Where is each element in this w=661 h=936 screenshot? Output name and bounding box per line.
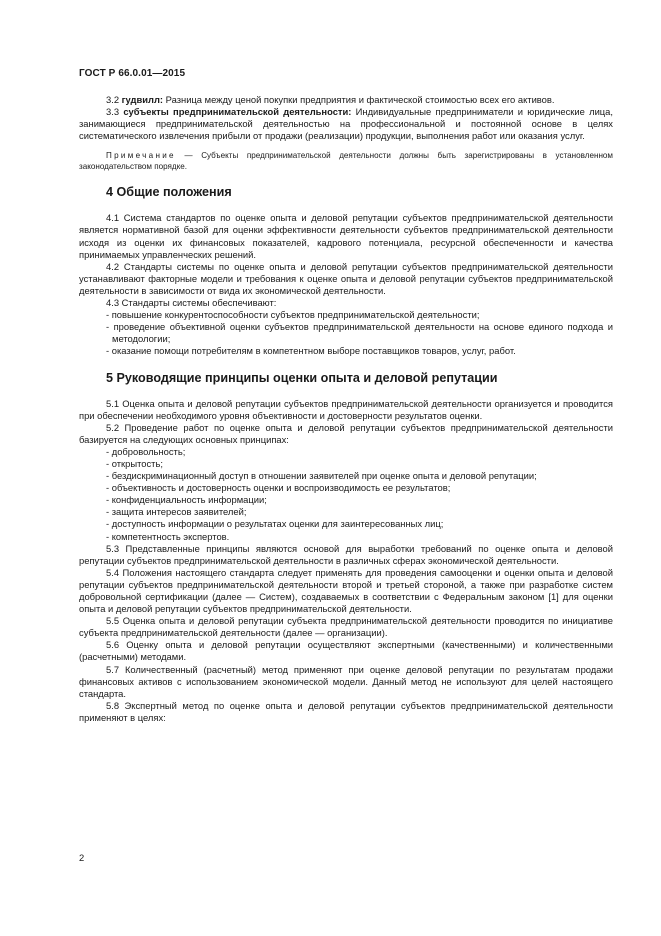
list-item: - добровольность;	[106, 445, 186, 457]
paragraph-5-8: 5.8 Экспертный метод по оценке опыта и деловой репутации субъектов предпринимательской деятельности применяют в целях:	[79, 699, 613, 723]
paragraph-4-3: 4.3 Стандарты системы обеспечивают:	[106, 297, 277, 309]
list-item: - повышение конкурентоспособности субъектов предпринимательской деятельности;	[106, 309, 480, 321]
list-item: - доступность информации о результатах оценки для заинтересованных лиц;	[106, 518, 444, 530]
paragraph-5-6: 5.6 Оценку опыта и деловой репутации осуществляют экспертными (качественными) и количественными (расчетными) методами.	[79, 639, 613, 663]
paragraph-number: 3.2	[106, 94, 120, 105]
document-header: ГОСТ Р 66.0.01—2015	[79, 68, 186, 79]
paragraph-5-4: 5.4 Положения настоящего стандарта следует применять для проведения самооценки и оценки опыта и деловой репутации субъектов предпринимательской деятельности второй и третьей стороной, а также при разработке систем добровольной сертификации (далее — Систем), создаваемых в соответствии с Федеральным законом [1] для оценки опыта и деловой репутации субъектов предпринимательской деятельности.	[79, 566, 613, 615]
paragraph-5-3: 5.3 Представленные принципы являются основой для выработки требований по оценке опыта и деловой репутации субъектов предпринимательской деятельности в различных сферах экономической деятельности.	[79, 542, 613, 566]
note-text: — Субъекты предпринимательской деятельности должны быть зарегистрированы в установленном законодательством порядке.	[79, 151, 613, 172]
section-4-heading: 4 Общие положения	[106, 185, 232, 200]
note-label: Примечание	[106, 151, 176, 161]
paragraph-4-1: 4.1 Система стандартов по оценке опыта и деловой репутации субъектов предпринимательской деятельности является нормативной базой для оценки эффективности деятельности субъектов предпринимательской деятельности исходя из оценки их финансовых показателей, кадрового потенциала, ресурсной обеспеченности и качества принимаемых управленческих решений.	[79, 212, 613, 260]
paragraph-4-2: 4.2 Стандарты системы по оценке опыта и деловой репутации субъектов предпринимательской деятельности устанавливают факторные модели и требования к оценке опыта и деловой репутации субъектов предпринимательской деятельности в зависимости от вида их экономической деятельности.	[79, 260, 613, 296]
paragraph-5-5: 5.5 Оценка опыта и деловой репутации субъекта предпринимательской деятельности проводится по инициативе субъекта предпринимательской деятельности (далее — организации).	[79, 615, 613, 639]
paragraph-3-3	[79, 106, 613, 142]
note	[79, 150, 613, 172]
list-item: - бездискриминационный доступ в отношении заявителей при оценке опыта и деловой репутации;	[106, 470, 537, 482]
page-number: 2	[79, 852, 85, 863]
paragraph-5-2: 5.2 Проведение работ по оценке опыта и деловой репутации субъектов предпринимательской деятельности базируется на следующих основных принципах:	[79, 421, 613, 445]
section-5-heading: 5 Руководящие принципы оценки опыта и деловой репутации	[106, 370, 498, 385]
term-goodwill: гудвилл:	[121, 94, 164, 105]
paragraph-number: 3.3	[106, 106, 120, 118]
list-item: - открытость;	[106, 457, 163, 469]
list-item: - оказание помощи потребителям в компетентном выборе поставщиков товаров, услуг, работ.	[106, 345, 516, 357]
list-item: - защита интересов заявителей;	[106, 506, 247, 518]
paragraph-5-1: 5.1 Оценка опыта и деловой репутации субъектов предпринимательской деятельности организуется и проводится при обеспечении необходимого уровня объективности и достоверности результатов оценки.	[79, 397, 613, 421]
definition-text: Индивидуальные предприниматели и юридические лица, занимающиеся предпринимательской деятельностью на профессиональной и постоянной основе в целях систематического извлечения прибыли от продажи (реализации) продукции, выполнения работ или оказания услуг.	[79, 106, 613, 142]
term-business-entities: субъекты предпринимательской деятельности:	[123, 106, 352, 118]
definition-text: Разница между ценой покупки предприятия и фактической стоимостью всех его активов.	[165, 94, 555, 105]
list-item: - проведение объективной оценки субъектов предпринимательской деятельности на основе единого подхода и методологии;	[106, 321, 613, 345]
list-item: - компетентность экспертов.	[106, 530, 230, 542]
paragraph-5-7: 5.7 Количественный (расчетный) метод применяют при оценке деловой репутации по результатам продажи финансовых активов с использованием экономической модели. Данный метод не используют для целей настоящего стандарта.	[79, 663, 613, 699]
document-body	[79, 94, 613, 724]
list-item: - конфиденциальность информации;	[106, 494, 267, 506]
paragraph-3-2	[79, 94, 613, 106]
list-item: - объективность и достоверность оценки и воспроизводимость ее результатов;	[106, 482, 451, 494]
